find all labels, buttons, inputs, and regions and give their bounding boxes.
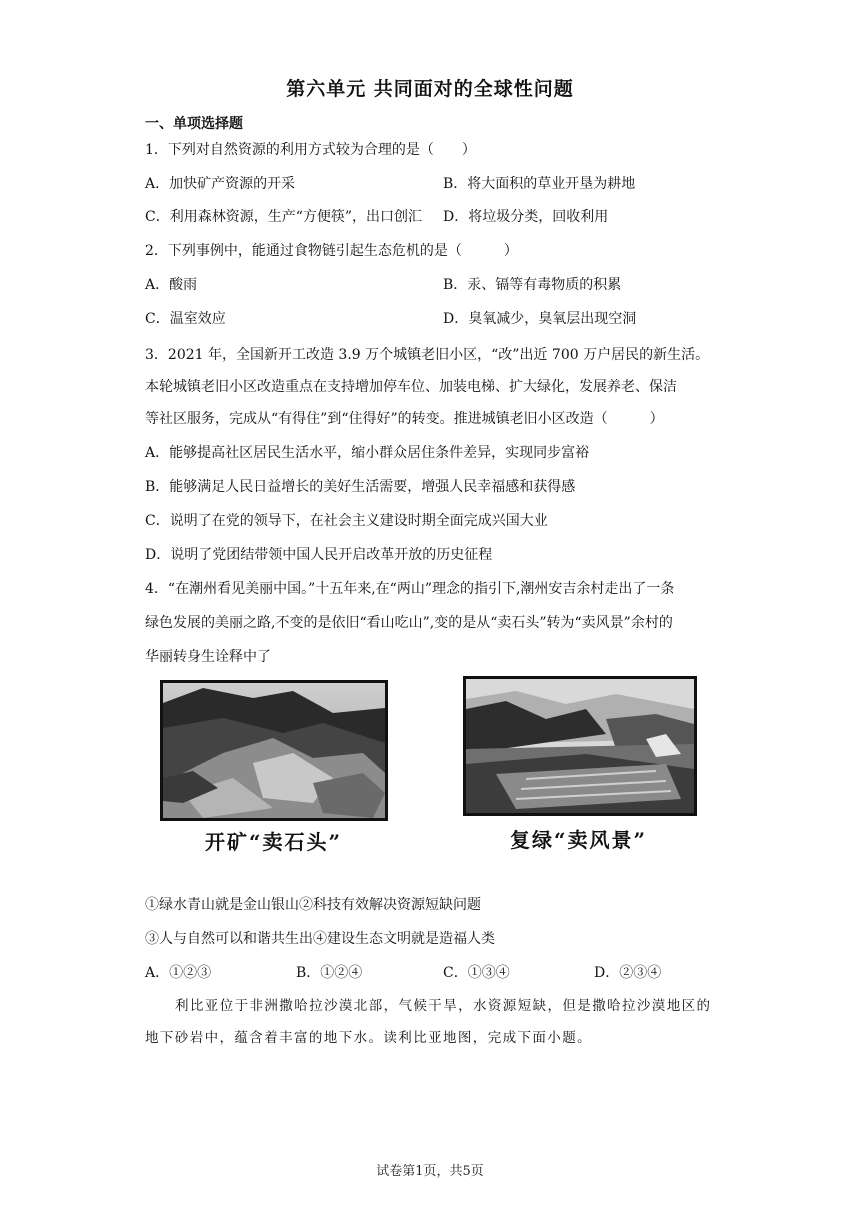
question-3-option-b[interactable]: B．能够满足人民日益增长的美好生活需要，增强人民幸福感和获得感 — [145, 479, 576, 495]
page-title: 第六单元 共同面对的全球性问题 — [286, 78, 574, 100]
question-2-option-c[interactable]: C．温室效应 — [145, 311, 226, 327]
question-4-stem-line-2: 绿色发展的美丽之路,不变的是依旧“看山吃山”,变的是从“卖石头”转为“卖风景”余村的 — [145, 615, 673, 631]
page-footer: 试卷第1页，共5页 — [376, 1164, 484, 1179]
question-4-option-d[interactable]: D．②③④ — [594, 965, 662, 981]
libya-passage-line-1: 利比亚位于非洲撒哈拉沙漠北部，气候干旱，水资源短缺，但是撒哈拉沙漠地区的 — [175, 998, 712, 1014]
question-2-option-b[interactable]: B．汞、镉等有毒物质的积累 — [443, 277, 622, 293]
restored-landscape-photo — [463, 676, 697, 816]
landscape-illustration — [466, 679, 694, 813]
question-2-option-a[interactable]: A．酸雨 — [145, 277, 198, 293]
question-2-option-d[interactable]: D．臭氧减少，臭氧层出现空洞 — [443, 311, 637, 327]
quarry-illustration — [163, 683, 385, 818]
libya-passage-line-2: 地下砂岩中，蕴含着丰富的地下水。读利比亚地图，完成下面小题。 — [145, 1030, 592, 1046]
question-1-option-c[interactable]: C．利用森林资源，生产“方便筷”，出口创汇 — [145, 209, 423, 225]
question-4-option-b[interactable]: B．①②④ — [296, 965, 363, 981]
question-3-option-d[interactable]: D．说明了党团结带领中国人民开启改革开放的历史征程 — [145, 547, 493, 563]
question-3-stem-line-3: 等社区服务，完成从“有得住”到“住得好”的转变。推进城镇老旧小区改造（ ） — [145, 411, 664, 427]
question-1-option-a[interactable]: A．加快矿产资源的开采 — [145, 176, 296, 192]
question-3-option-c[interactable]: C．说明了在党的领导下，在社会主义建设时期全面完成兴国大业 — [145, 513, 548, 529]
question-4-statements-2: ③人与自然可以和谐共生出④建设生态文明就是造福人类 — [145, 931, 495, 947]
question-3-stem-line-2: 本轮城镇老旧小区改造重点在支持增加停车位、加装电梯、扩大绿化，发展养老、保洁 — [145, 379, 677, 395]
question-1-option-b[interactable]: B．将大面积的草业开垦为耕地 — [443, 176, 636, 192]
question-2-stem: 2．下列事例中，能通过食物链引起生态危机的是（ ） — [145, 243, 518, 259]
question-3-option-a[interactable]: A．能够提高社区居民生活水平，缩小群众居住条件差异，实现同步富裕 — [145, 445, 590, 461]
question-4-statements-1: ①绿水青山就是金山银山②科技有效解决资源短缺问题 — [145, 897, 481, 913]
question-4-stem-line-3: 华丽转身生诠释中了 — [145, 649, 271, 665]
question-1-option-d[interactable]: D．将垃圾分类，回收利用 — [443, 209, 609, 225]
question-4-option-a[interactable]: A．①②③ — [145, 965, 212, 981]
quarry-photo — [160, 680, 388, 821]
question-3-stem-line-1: 3．2021 年，全国新开工改造 3.9 万个城镇老旧小区，“改”出近 700 万户居民的新生活。 — [145, 347, 710, 363]
question-4-option-c[interactable]: C．①③④ — [443, 965, 510, 981]
question-1-stem: 1．下列对自然资源的利用方式较为合理的是（ ） — [145, 142, 476, 158]
caption-quarry: 开矿“卖石头” — [205, 830, 343, 854]
section-heading: 一、单项选择题 — [145, 116, 243, 132]
question-4-stem-line-1: 4．“在潮州看见美丽中国。”十五年来,在“两山”理念的指引下,潮州安吉余村走出了一条 — [145, 581, 675, 597]
caption-restored: 复绿“卖风景” — [510, 828, 648, 852]
